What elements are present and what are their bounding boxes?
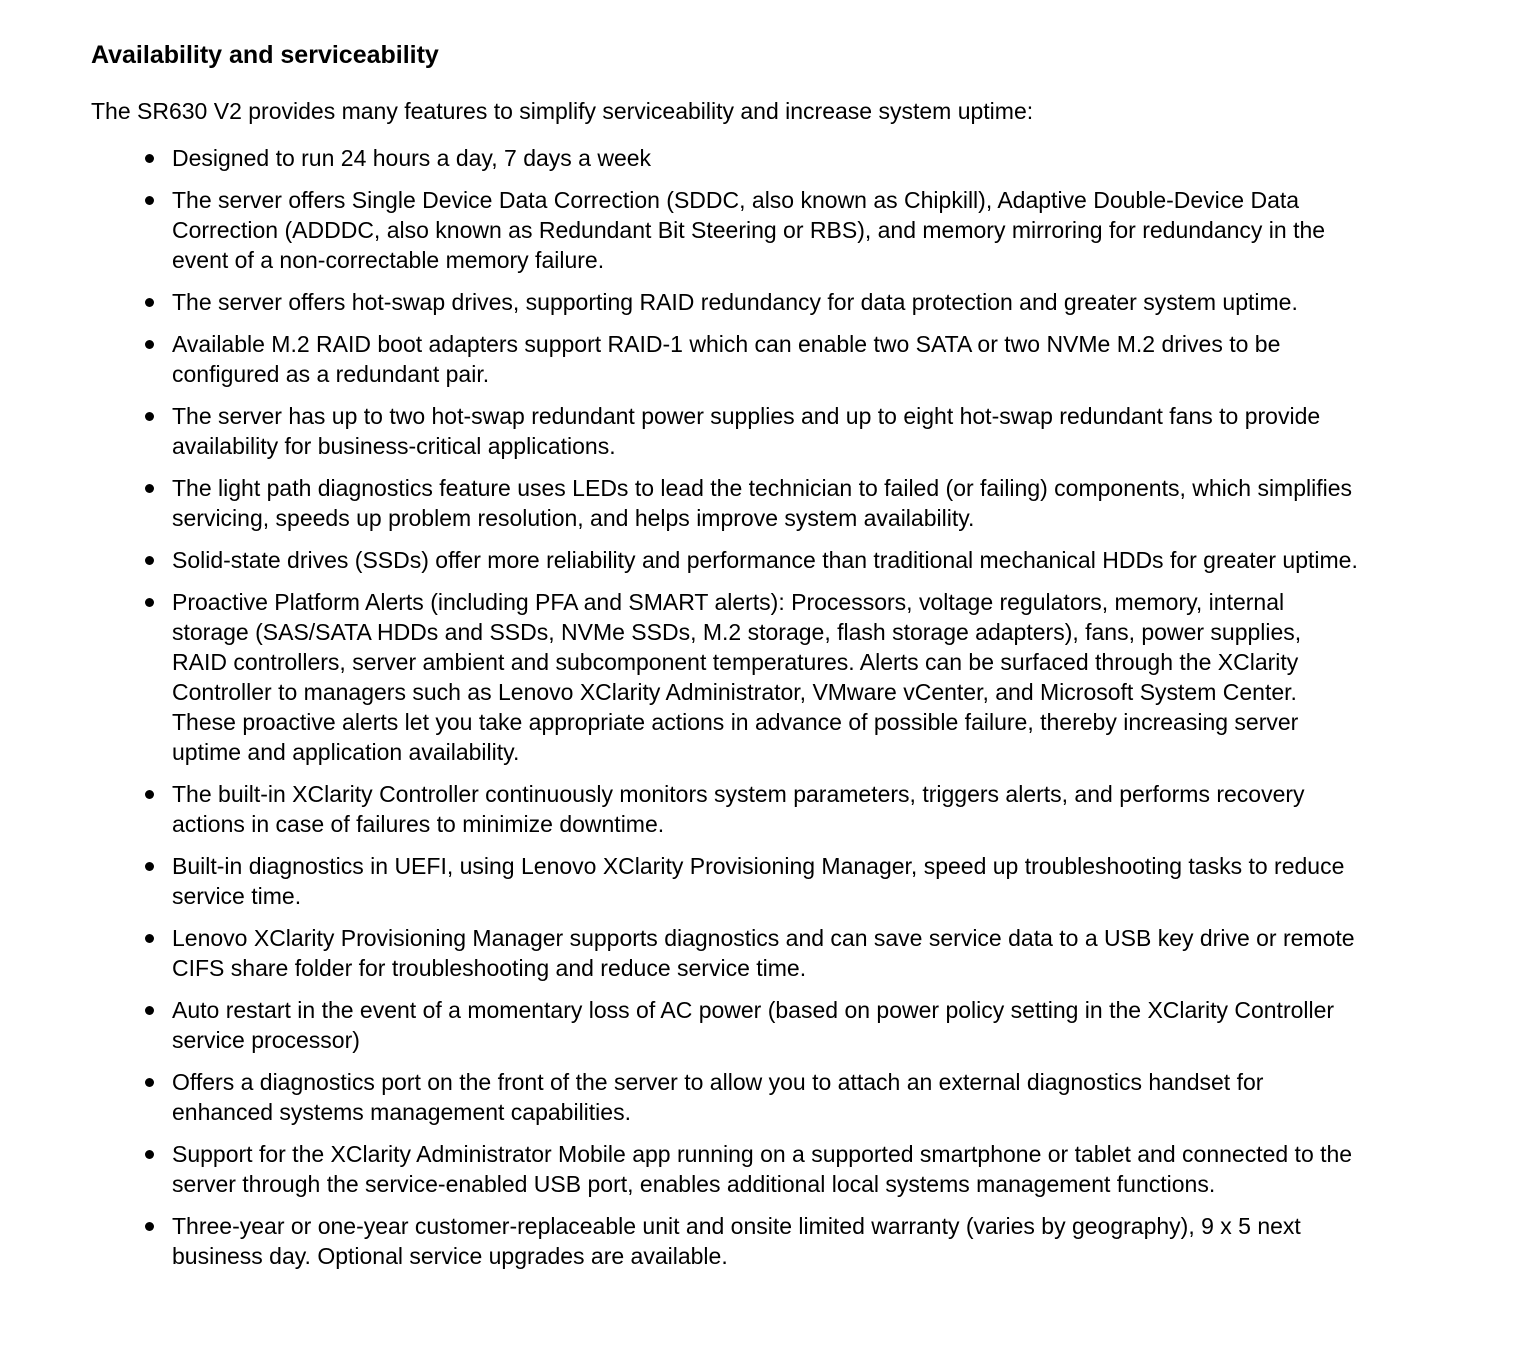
section-heading: Availability and serviceability	[91, 41, 439, 69]
feature-item: The server offers hot-swap drives, supporting RAID redundancy for data protection and greater system uptime.	[91, 287, 1362, 317]
feature-item: The built-in XClarity Controller continuously monitors system parameters, triggers alerts, and performs recovery actions in case of failures to minimize downtime.	[91, 779, 1362, 839]
feature-item: The server offers Single Device Data Correction (SDDC, also known as Chipkill), Adaptive Double-Device Data Correction (ADDDC, also known as Redundant Bit Steering or RBS), and memory mirroring for redundancy in the event of a non-correctable memory failure.	[91, 185, 1362, 275]
feature-item: Built-in diagnostics in UEFI, using Lenovo XClarity Provisioning Manager, speed up troubleshooting tasks to reduce service time.	[91, 851, 1362, 911]
feature-item: Offers a diagnostics port on the front of the server to allow you to attach an external diagnostics handset for enhanced systems management capabilities.	[91, 1067, 1362, 1127]
feature-item: Lenovo XClarity Provisioning Manager supports diagnostics and can save service data to a USB key drive or remote CIFS share folder for troubleshooting and reduce service time.	[91, 923, 1362, 983]
feature-item: Three-year or one-year customer-replaceable unit and onsite limited warranty (varies by geography), 9 x 5 next business day. Optional service upgrades are available.	[91, 1211, 1362, 1271]
feature-item: Available M.2 RAID boot adapters support RAID-1 which can enable two SATA or two NVMe M.2 drives to be configured as a redundant pair.	[91, 329, 1362, 389]
feature-item: The light path diagnostics feature uses LEDs to lead the technician to failed (or failing) components, which simplifies servicing, speeds up problem resolution, and helps improve system availability.	[91, 473, 1362, 533]
feature-item: Proactive Platform Alerts (including PFA and SMART alerts): Processors, voltage regulators, memory, internal storage (SAS/SATA HDDs and SSDs, NVMe SSDs, M.2 storage, flash storage adapters), fans, power supplies, RAID controllers, server ambient and subcomponent temperatures. Alerts can be surfaced through the XClarity Controller to managers such as Lenovo XClarity Administrator, VMware vCenter, and Microsoft System Center. These proactive alerts let you take appropriate actions in advance of possible failure, thereby increasing server uptime and application availability.	[91, 587, 1362, 767]
feature-item: The server has up to two hot-swap redundant power supplies and up to eight hot-swap redundant fans to provide availability for business-critical applications.	[91, 401, 1362, 461]
feature-item: Support for the XClarity Administrator Mobile app running on a supported smartphone or tablet and connected to the server through the service-enabled USB port, enables additional local systems management functions.	[91, 1139, 1362, 1199]
feature-item: Solid-state drives (SSDs) offer more reliability and performance than traditional mechanical HDDs for greater uptime.	[91, 545, 1362, 575]
feature-item: Designed to run 24 hours a day, 7 days a week	[91, 143, 1362, 173]
feature-list	[91, 143, 1476, 1271]
intro-paragraph: The SR630 V2 provides many features to simplify serviceability and increase system uptime:	[91, 98, 1034, 124]
feature-item: Auto restart in the event of a momentary loss of AC power (based on power policy setting in the XClarity Controller service processor)	[91, 995, 1362, 1055]
